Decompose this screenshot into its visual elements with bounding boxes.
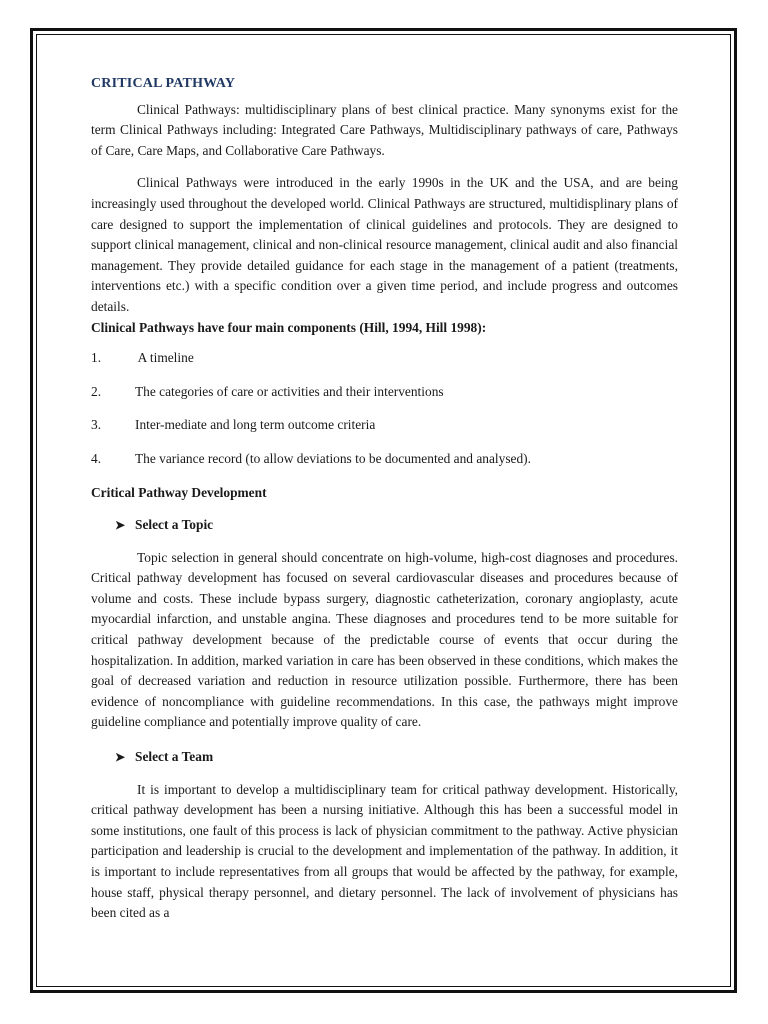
arrow-bullet-icon: ➤ bbox=[115, 750, 126, 765]
list-item bbox=[91, 415, 678, 436]
section-select-team bbox=[91, 747, 678, 924]
list-item bbox=[91, 348, 678, 369]
components-list bbox=[91, 348, 678, 469]
document-body bbox=[91, 74, 678, 938]
components-heading: Clinical Pathways have four main components (Hill, 1994, Hill 1998): bbox=[91, 319, 487, 335]
section-paragraph: It is important to develop a multidisciplinary team for critical pathway development. Historically, critical pathway development has been a nursing initiative. Although this has been a successful model in some institutions, one fault of this process is lack of physician commitment to the pathway. Active physician participation and leadership is crucial to the development and implementation of the pathway. In addition, it is important to include representatives from all groups that would be affected by the pathway, for example, house staff, physical therapy personnel, and dietary personnel. The lack of involvement of physicians has been cited as a bbox=[91, 781, 678, 921]
arrow-bullet-icon: ➤ bbox=[115, 518, 126, 533]
section-heading bbox=[115, 515, 678, 536]
intro-paragraph-1: Clinical Pathways: multidisciplinary plans of best clinical practice. Many synonyms exist for the term Clinical Pathways including: Integrated Care Pathways, Multidisciplinary pathways of care, Pathways of Care, Care Maps, and Collaborative Care Pathways. bbox=[91, 101, 678, 158]
list-item-number: 3. bbox=[91, 417, 102, 433]
list-item-number: 4. bbox=[91, 450, 102, 466]
list-item-text: Inter-mediate and long term outcome criteria bbox=[135, 417, 376, 433]
intro-paragraph-2: Clinical Pathways were introduced in the early 1990s in the UK and the USA, and are being increasingly used throughout the developed world. Clinical Pathways are structured, multidisplinary plans of care designed to support the implementation of clinical guidelines and protocols. They are designed to support clinical management, clinical and non-clinical resource management, clinical audit and also financial management. They provide detailed guidance for each stage in the management of a patient (treatments, interventions etc.) with a specific condition over a given time period, and include progress and outcomes details. bbox=[91, 175, 678, 314]
section-heading bbox=[115, 747, 678, 768]
document-title: CRITICAL PATHWAY bbox=[91, 76, 236, 91]
list-item bbox=[91, 382, 678, 403]
development-heading: Critical Pathway Development bbox=[91, 484, 267, 500]
section-paragraph: Topic selection in general should concentrate on high-volume, high-cost diagnoses and procedures. Critical pathway development has focused on several cardiovascular diseases and procedures because of volume and costs. These include bypass surgery, diagnostic catheterization, coronary angioplasty, acute myocardial infarction, and unstable angina. These diagnoses and procedures tend to be more suitable for critical pathway development because of the predictable course of events that occur during the hospitalization. In addition, marked variation in care has been observed in these conditions, which makes the goal of decreased variation and reduction in resource utilization possible. Furthermore, there has been evidence of noncompliance with guideline recommendations. In this case, the pathways might improve guideline compliance and potentially improve quality of care. bbox=[91, 549, 678, 730]
section-heading-text: Select a Topic bbox=[135, 517, 214, 533]
list-item-text: A timeline bbox=[135, 350, 194, 366]
list-item-text: The categories of care or activities and their interventions bbox=[135, 383, 444, 399]
list-item-text: The variance record (to allow deviations to be documented and analysed). bbox=[135, 450, 531, 466]
section-heading-text: Select a Team bbox=[135, 749, 214, 765]
list-item-number: 1. bbox=[91, 350, 102, 366]
list-item bbox=[91, 449, 678, 470]
section-select-topic bbox=[91, 515, 678, 733]
list-item-number: 2. bbox=[91, 383, 102, 399]
